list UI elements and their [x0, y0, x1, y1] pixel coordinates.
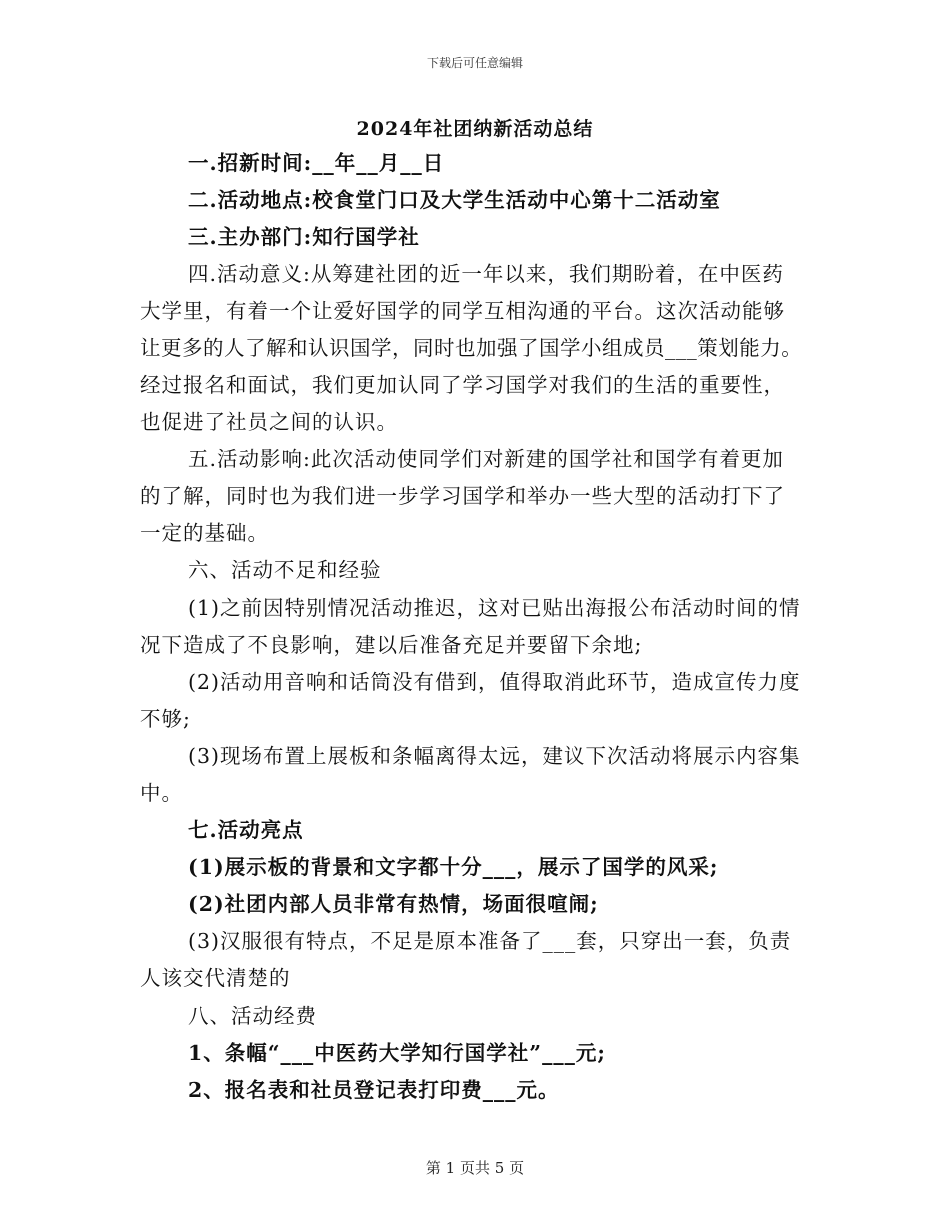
section-six-heading: 六、活动不足和经验: [188, 558, 382, 582]
shortcoming-2-line-1: (2)活动用音响和话筒没有借到，值得取消此环节，造成宣传力度: [188, 670, 801, 694]
activity-location-line: 二.活动地点:校食堂门口及大学生活动中心第十二活动室: [188, 188, 721, 212]
document-title: 2024年社团纳新活动总结: [356, 118, 594, 140]
highlight-3-line-2: 人该交代清楚的: [140, 966, 291, 990]
shortcoming-3-line-1: (3)现场布置上展板和条幅离得太远，建议下次活动将展示内容集: [188, 744, 801, 768]
significance-line-4: 经过报名和面试，我们更加认同了学习国学对我们的生活的重要性，: [140, 373, 785, 397]
highlight-3-line-1: (3)汉服很有特点，不足是原本准备了___套，只穿出一套，负责: [188, 929, 792, 953]
page-header: 下载后可任意编辑: [426, 56, 523, 70]
organizer-line: 三.主办部门:知行国学社: [188, 225, 420, 249]
section-eight-heading: 八、活动经费: [188, 1004, 317, 1028]
significance-line-3: 让更多的人了解和认识国学，同时也加强了国学小组成员___策划能力。: [140, 336, 803, 360]
shortcoming-1-line-2: 况下造成了不良影响，建以后准备充足并要留下余地;: [140, 633, 643, 657]
highlight-1: (1)展示板的背景和文字都十分___，展示了国学的风采;: [188, 855, 719, 879]
significance-line-1: 四.活动意义:从筹建社团的近一年以来，我们期盼着，在中医药: [188, 262, 784, 286]
impact-line-2: 的了解，同时也为我们进一步学习国学和举办一些大型的活动打下了: [140, 484, 785, 508]
shortcoming-1-line-1: (1)之前因特别情况活动推迟，这对已贴出海报公布活动时间的情: [188, 596, 801, 620]
page-footer: 第 1 页共 5 页: [425, 1159, 525, 1177]
expense-1: 1、条幅“___中医药大学知行国学社”___元;: [188, 1041, 606, 1065]
significance-line-2: 大学里，有着一个让爱好国学的同学互相沟通的平台。这次活动能够: [140, 299, 785, 323]
significance-line-5: 也促进了社员之间的认识。: [140, 410, 398, 434]
expense-2: 2、报名表和社员登记表打印费___元。: [188, 1078, 560, 1102]
highlight-2: (2)社团内部人员非常有热情，场面很喧闹;: [188, 892, 599, 916]
impact-line-3: 一定的基础。: [140, 521, 269, 545]
shortcoming-2-line-2: 不够;: [140, 707, 191, 731]
shortcoming-3-line-2: 中。: [140, 781, 183, 805]
section-seven-heading: 七.活动亮点: [188, 818, 304, 842]
recruit-time-line: 一.招新时间:__年__月__日: [188, 151, 445, 175]
impact-line-1: 五.活动影响:此次活动使同学们对新建的国学社和国学有着更加: [188, 447, 784, 471]
